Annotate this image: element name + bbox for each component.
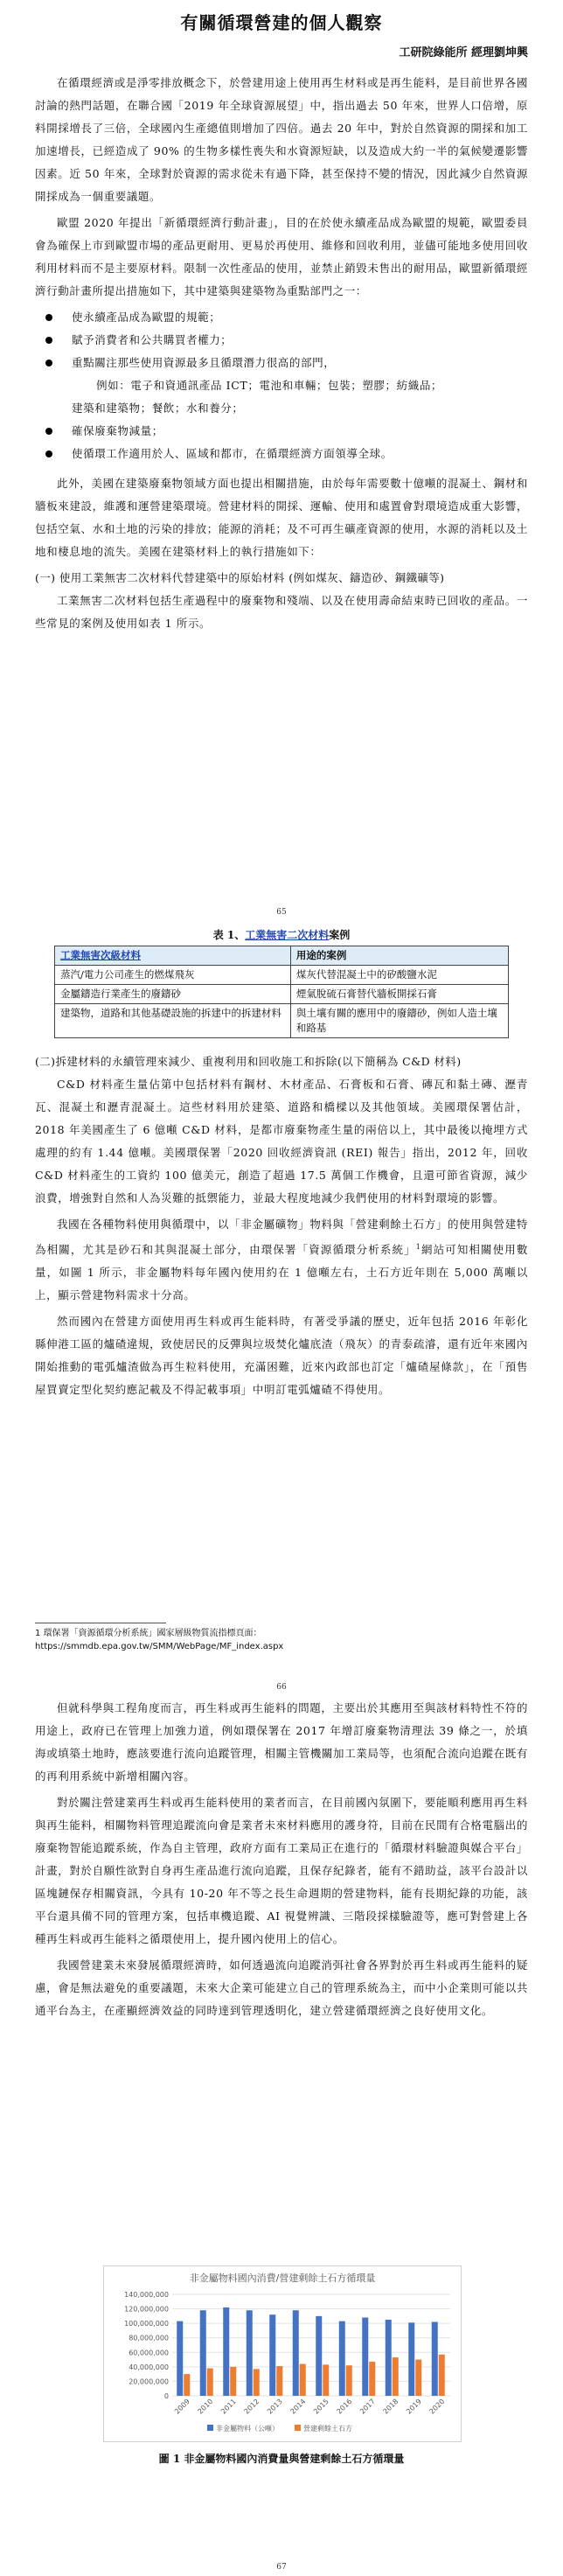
paragraph-10: 我國營建業未來發展循環經濟時，如何透過流向追蹤消弭社會各界對於再生料或再生能料的疑慮，會是無法避免的重要議題，未來大企業可能建立自己的管理系統為主，而中小企業則可能以共通平台為主，在產顯經濟效益的同時達到管理透明化，建立營建循環經濟之良好使用文化。	[35, 1958, 528, 2017]
bar-earthwork	[346, 2365, 352, 2396]
bar-non-metal	[223, 2307, 229, 2396]
x-tick-label: 2009	[173, 2397, 191, 2416]
bar-non-metal	[293, 2310, 299, 2396]
bar-earthwork	[184, 2374, 190, 2396]
y-tick-label: 60,000,000	[129, 2349, 169, 2357]
bar-earthwork	[369, 2362, 375, 2396]
x-tick-label: 2011	[219, 2397, 238, 2416]
legend-swatch	[207, 2425, 213, 2431]
x-tick-label: 2013	[266, 2397, 284, 2416]
y-tick-label: 40,000,000	[129, 2363, 169, 2371]
list-item: 使循環工作適用於人、區域和都市，在循環經濟方面領導全球。	[45, 443, 528, 465]
paragraph-3: 此外，美國在建築廢棄物領域方面也提出相關措施，由於每年需要數十億噸的混凝土、鋼材和牆板來建設，維護和運營建築環境。營建材料的開採、運輸、使用和處置會對環境造成重大影響，包括空氣、水和土地的污染的排放；能源的消耗；及不可再生礦產資源的使用，水源的消耗以及土地和棲息地的流失。美國在建築材料上的執行措施如下：	[35, 477, 528, 558]
bar-earthwork	[254, 2369, 260, 2396]
bar-non-metal	[200, 2310, 206, 2396]
section-intro	[35, 72, 528, 639]
author-byline: 工研院綠能所 經理劉坤興	[399, 46, 528, 59]
footnote	[35, 1627, 528, 1653]
footnote-label: 1 環保署「資源循環分析系統」國家層級物質流指標頁面：	[35, 1629, 262, 1638]
x-tick-label: 2017	[358, 2397, 377, 2416]
table-cell: 蒸汽/電力公司產生的燃煤飛灰	[55, 966, 291, 985]
paragraph-6: 我國在各種物料使用與循環中，以「非金屬礦物」物料與「營建剩餘土石方」的使用與營建特為相關，尤其是砂石和其與混凝土部分，由環保署「資源循環分析系統」$^1$網站可知相關使用數量，如圖 1 所示，非金屬物料每年國內使用約在 1 億噸左右，土石方近年則在 5,000 萬噸以上，顯示營建物料需求十分高。	[35, 1218, 529, 1302]
page-number: 67	[276, 2563, 287, 2572]
footnote-ref[interactable]: 1	[415, 1243, 421, 1251]
x-tick-label: 2018	[381, 2397, 400, 2416]
table-cell: 與土壤有關的應用中的廢鑄砂，例如人造土壤和路基	[290, 1004, 508, 1038]
bar-earthwork	[276, 2366, 282, 2396]
bar-earthwork	[393, 2357, 399, 2396]
table-row	[55, 1004, 509, 1038]
x-tick-label: 2019	[405, 2397, 423, 2416]
paragraph-2: 歐盟 2020 年提出「新循環經濟行動計畫」，目的在於使永續產品成為歐盟的規範，歐盟委員會為確保上市到歐盟市場的產品更耐用、更易於再使用、維修和回收利用，並儘可能地多使用回收利用材料而不是主要原材料。限制一次性產品的使用，並禁止銷毀未售出的耐用品，歐盟新循環經濟行動計畫所提出措施如下，其中建築與建築物為重點部門之一：	[35, 216, 528, 297]
list-item: 賦予消費者和公共購買者權力；	[45, 329, 528, 352]
table-cell: 建築物，道路和其他基礎設施的拆建中的拆建材料	[55, 1004, 291, 1038]
bar-non-metal	[269, 2314, 275, 2396]
materials-table	[54, 946, 509, 1038]
list-item: 使永續產品成為歐盟的規範；	[45, 306, 528, 329]
x-tick-label: 2012	[242, 2397, 261, 2416]
y-tick-label: 80,000,000	[129, 2334, 169, 2342]
list-item: 確保廢棄物減量；	[45, 420, 528, 443]
y-tick-label: 120,000,000	[124, 2305, 169, 2314]
page-number: 66	[276, 1683, 287, 1692]
bar-non-metal	[432, 2321, 438, 2396]
column-header: 工業無害次級材料	[55, 946, 291, 966]
x-tick-label: 2010	[196, 2397, 215, 2416]
section-heading-1: (一) 使用工業無害二次材料代替建築中的原始材料 (例如煤灰、鑄造砂、鋼鐵礦等)	[35, 571, 445, 584]
page-number: 65	[276, 908, 287, 917]
footnote-link[interactable]: https://smmdb.epa.gov.tw/SMM/WebPage/MF_index.aspx	[35, 1642, 284, 1651]
page-title: 有關循環營建的個人觀察	[180, 12, 383, 33]
bullet-icon	[45, 314, 52, 321]
paragraph-8: 但就科學與工程角度而言，再生料或再生能料的問題，主要出於其應用至與該材料特性不符的用途上，政府已在管理上加強力道，例如環保署在 2017 年增訂廢棄物清理法 39 條之一，於填海或填築土地時，應該要進行流向追蹤管理，相關主管機關加工業局等，也須配合流向追蹤在既有的再利用系統中新增相關內容。	[35, 1701, 528, 1783]
bar-earthwork	[230, 2367, 236, 2396]
legend-label: 營建剩餘土石方	[303, 2425, 352, 2433]
y-tick-label: 140,000,000	[124, 2291, 169, 2299]
table-caption: 表 1、工業無害二次材料案例	[212, 929, 351, 941]
eu-measures-list-cont	[35, 420, 528, 465]
y-tick-label: 20,000,000	[129, 2377, 169, 2386]
x-tick-label: 2014	[288, 2397, 308, 2416]
bar-non-metal	[177, 2321, 183, 2396]
bar-earthwork	[300, 2364, 306, 2396]
bullet-icon	[45, 450, 52, 457]
bar-chart	[104, 2266, 461, 2441]
bar-earthwork	[415, 2360, 421, 2396]
bar-non-metal	[362, 2318, 368, 2396]
table-cell: 金屬鑄造行業產生的廢鑄砂	[55, 985, 291, 1004]
figure-caption: 圖 1 非金屬物料國內消費量與營建剩餘土石方循環量	[158, 2453, 405, 2465]
list-sub-line: 例如：電子和資通訊產品 ICT；電池和車輛；包裝；塑膠；紡織品；	[96, 379, 443, 392]
bar-non-metal	[316, 2316, 322, 2396]
bar-earthwork	[207, 2369, 213, 2396]
bullet-icon	[45, 360, 52, 367]
x-tick-label: 2020	[427, 2397, 447, 2416]
bar-earthwork	[439, 2355, 445, 2396]
bullet-icon	[45, 428, 52, 435]
table-cell: 煤灰代替混凝土中的矽酸鹽水泥	[290, 966, 508, 985]
table-header-row	[55, 946, 509, 966]
bar-earthwork	[323, 2364, 329, 2396]
paragraph-5: C&D 材料產生量佔第中包括材料有鋼材、木材產品、石膏板和石膏、磚瓦和黏土磚、瀝青瓦、混凝土和瀝青混凝土。這些材料用於建築、道路和橋樑以及其他領域。美國環保署估計，2018 年美國產生了 6 億噸 C&D 材料，是都市廢棄物產生量的兩倍以上，其中最後以掩埋方式處理的約有 1.44 億噸。美國環保署「2020 回收經濟資訊 (REI) 報告」指出，2012 年，回收 C&D 材料產生的工資約 100 億美元，創造了超過 17.5 萬個工作機會，且還可節省資源，減少浪費，增強對自然和人為災難的抵禦能力，並最大程度地減少我們使用的材料對環境的影響。	[35, 1078, 528, 1204]
paragraph-9: 對於關注營建業再生料或再生能料使用的業者而言，在目前國內氛圍下，要能順利應用再生料與再生能料，相關物料管理追蹤流向會是業者未來材料應用的護身符，目前在民間有合格電腦出的廢棄物智能追蹤系統，作為自主管理，政府方面有工業局正在進行的「循環材料驗證與媒合平台」計畫，對於自願性欲對自身再生產品進行流向追蹤，且保存紀錄者，能有不錯助益，該平台設計以區塊鏈保存相關資訊，今具有 10-20 年不等之長生命週期的營建物料，能有長期紀錄的功能，該平台還具備不同的管理方案，包括車機追蹤、AI 視覺辨識、三階段採樣驗證等，應可對營建上各種再生料或再生能料之循環使用上，提升國內使用上的信心。	[35, 1796, 528, 1945]
table-cell: 煙氣脫硫石膏替代牆板開採石膏	[290, 985, 508, 1004]
eu-measures-list	[35, 306, 528, 374]
bullet-icon	[45, 337, 52, 344]
bar-non-metal	[247, 2310, 253, 2396]
legend-label: 非金屬物料（公噸）	[216, 2425, 279, 2433]
paragraph-7: 然而國內在營建方面使用再生料或再生能料時，有著受爭議的歷史，近年包括 2016 年彰化縣伸港工區的爐碴違規，致使居民的反彈與垃圾焚化爐底渣（飛灰）的青泰疏濬，還有近年來國內開始推動的電弧爐渣做為再生粒料使用，充滿困難，近來內政部也訂定「爐碴屋條款」，在「預售屋買賣定型化契約應記載及不得記載事項」中明訂電弧爐碴不得使用。	[35, 1315, 528, 1397]
table-row	[55, 985, 509, 1004]
bar-non-metal	[386, 2320, 392, 2396]
paragraph-4: 工業無害二次材料包括生產過程中的廢棄物和殘端、以及在使用壽命結束時已回收的產品。一些常見的案例及使用如表 1 所示。	[35, 594, 528, 630]
y-tick-label: 0	[163, 2392, 169, 2400]
list-item: 重點關注那些使用資源最多且循環潛力很高的部門，	[45, 352, 528, 374]
figure-1-chart	[103, 2265, 462, 2442]
bar-non-metal	[408, 2322, 414, 2396]
table-row	[55, 966, 509, 985]
bar-non-metal	[339, 2321, 345, 2396]
section-heading-2: (二)拆建材料的永續管理來減少、重複利用和回收施工和拆除(以下簡稱為 C&D 材料)	[35, 1055, 462, 1068]
x-tick-label: 2015	[312, 2397, 330, 2416]
y-tick-label: 100,000,000	[124, 2320, 169, 2328]
chart-title: 非金屬物料國內消費/營建剩餘土石方循環量	[189, 2272, 376, 2284]
legend-swatch	[295, 2425, 301, 2431]
list-sub-line: 建築和建築物；餐飲；水和養分；	[72, 401, 244, 415]
paragraph-1: 在循環經濟或是淨零排放概念下，於營建用途上使用再生材料或是再生能料，是目前世界各國討論的熱門話題，在聯合國「2019 年全球資源展望」中，指出過去 50 年來，世界人口倍增，原料開採增長了三倍，全球國內生產總值則增加了四倍。過去 20 年中，對於自然資源的開採和加工加速增長，已經造成了 90% 的生物多樣性喪失和水資源短缺，以及造成大約一半的氣候變遷影響因素。近 50 年來，全球對於資源的需求從未有過下降，甚至保持不變的情況，因此減少自然資源開採成為一個重要議題。	[35, 76, 528, 203]
x-tick-label: 2016	[335, 2397, 354, 2416]
column-header: 用途的案例	[290, 946, 508, 966]
